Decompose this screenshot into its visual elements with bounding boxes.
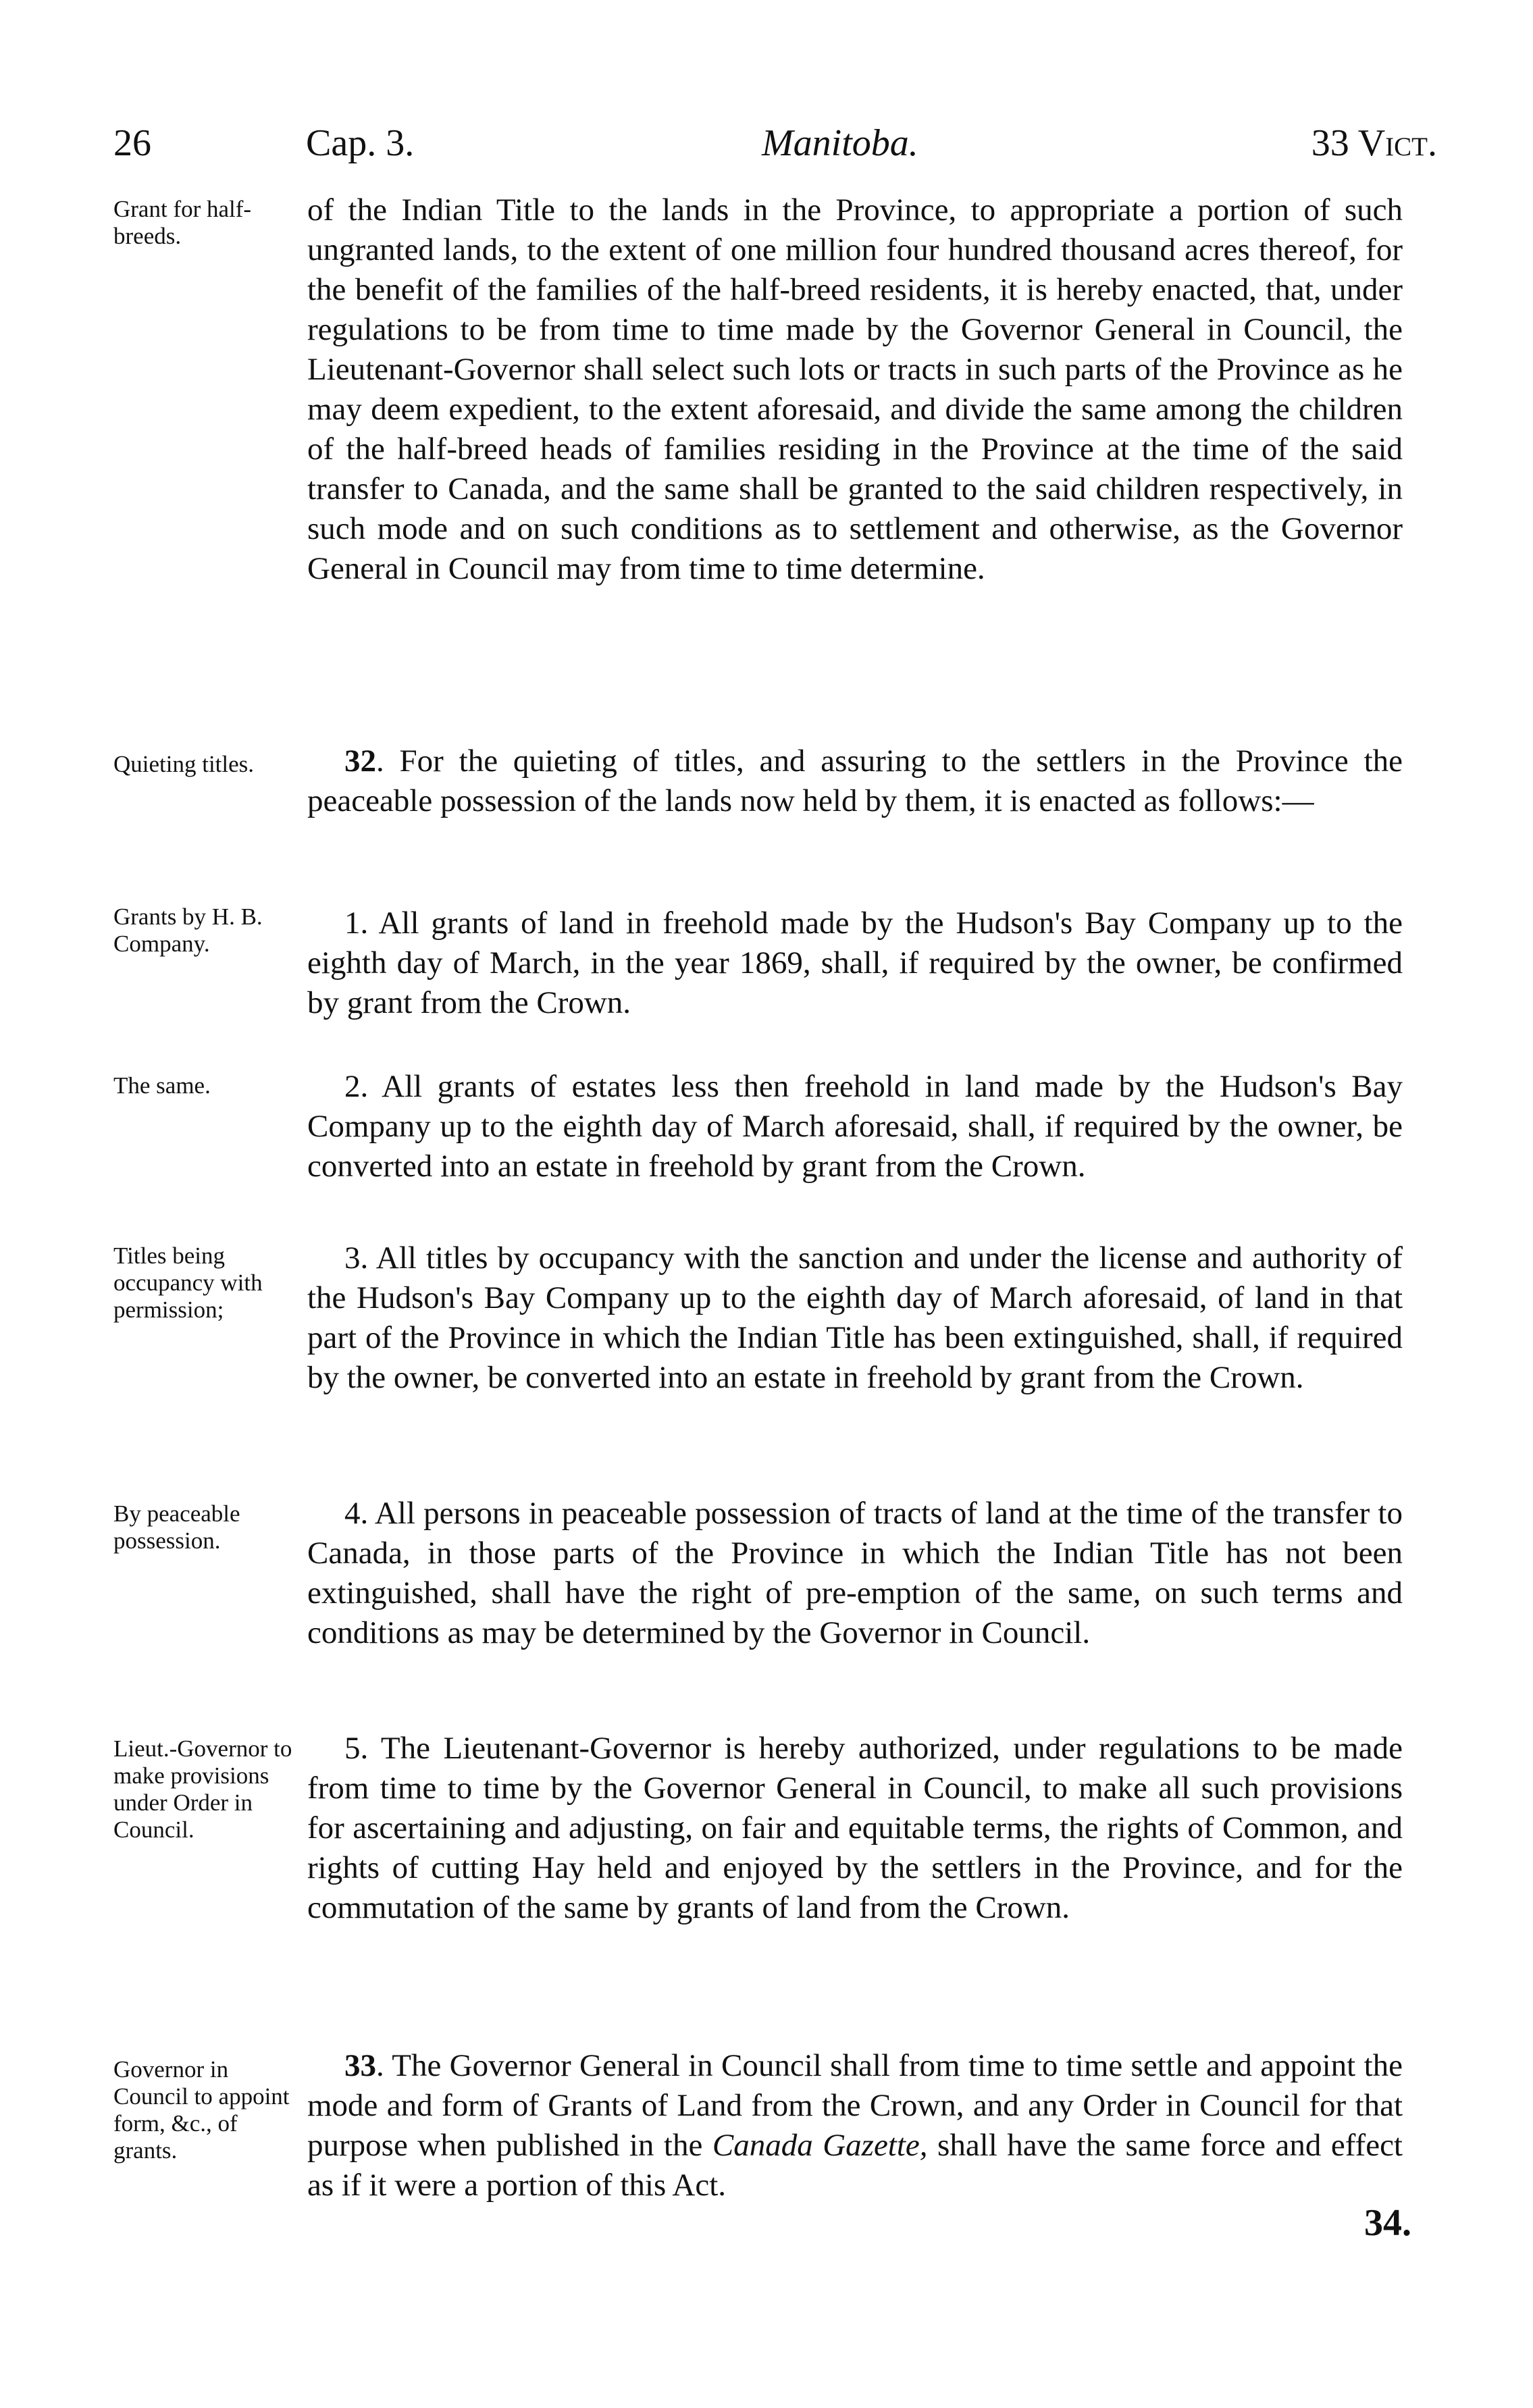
margin-note-grants-hb-company: Grants by H. B. Company.	[113, 904, 263, 957]
paragraph-subsection-5	[307, 1729, 1403, 1928]
paragraph-text: 5. The Lieutenant-Governor is hereby authorized, under regulations to be made from time to time by the Governor General in Council, to make all such provisions for ascertaining and adjusting, on fair and equitable terms, the rights of Common, and rights of cutting Hay held and enjoyed by the settlers in the Province, and for the commutation of the same by grants of land from the Crown.	[307, 1731, 1403, 1925]
margin-note-peaceable-possession: By peaceable possession.	[113, 1500, 240, 1554]
paragraph-subsection-4	[307, 1494, 1403, 1653]
paragraph-subsection-2	[307, 1067, 1403, 1186]
paragraph-text: . The Governor General in Council shall from time to time settle and appoint the mode and form of Grants of Land from the Crown, and any Order in Council for that purpose when published in the	[307, 2048, 1403, 2163]
page-number: 26	[113, 122, 151, 164]
regnal-year: 33 Vict.	[1311, 122, 1437, 164]
margin-note-governor-in-council: Governor in Council to appoint form, &c., of grants.	[113, 2056, 290, 2164]
paragraph-text: 1. All grants of land in freehold made by the Hudson's Bay Company up to the eighth day of March, in the year 1869, shall, if required by the owner, be confirmed by grant from the Crown.	[307, 906, 1403, 1020]
chapter-label: Cap. 3.	[306, 122, 415, 164]
paragraph-text: of the Indian Title to the lands in the Province, to appropriate a portion of such ungranted lands, to the extent of one million four hundred thousand acres thereof, for the benefit of the families of the half-breed residents, it is hereby enacted, that, under regulations to be from time to time made by the Governor General in Council, the Lieutenant-Governor shall select such lots or tracts in such parts of the Province as he may deem expedient, to the extent aforesaid, and divide the same among the children of the half-breed heads of families residing in the Province at the time of the said transfer to Canada, and the same shall be granted to the said children respectively, in such mode and on such conditions as to settlement and otherwise, as the Governor General in Council may from time to time determine.	[307, 192, 1403, 586]
paragraph-subsection-1	[307, 904, 1403, 1023]
margin-note-lieut-governor: Lieut.-Governor to make provisions under Order in Council.	[113, 1735, 292, 1843]
paragraph-section-33	[307, 2046, 1403, 2205]
gazette-title: Canada Gazette,	[712, 2128, 928, 2163]
margin-note-grant-half-breeds: Grant for half-breeds.	[113, 196, 252, 249]
paragraph-text: shall have the same force and effect as if it were a portion of this Act.	[307, 2128, 1403, 2203]
paragraph-text: . For the quieting of titles, and assuring to the settlers in the Province the peaceable possession of the lands now held by them, it is enacted as follows:—	[307, 743, 1403, 818]
paragraph-section-32	[307, 741, 1403, 821]
running-header	[113, 122, 1437, 182]
paragraph-text: 3. All titles by occupancy with the sanction and under the license and authority of the Hudson's Bay Company up to the eighth day of March aforesaid, of land in that part of the Province in which the Indian Title has been extinguished, shall, if required by the owner, be converted into an estate in freehold by grant from the Crown.	[307, 1240, 1403, 1395]
margin-note-titles-occupancy: Titles being occupancy with permission;	[113, 1242, 263, 1323]
paragraph-text: 4. All persons in peaceable possession of tracts of land at the time of the transfer to Canada, in those parts of the Province in which the Indian Title has not been extinguished, shall have the right of pre-emption of the same, on such terms and conditions as may be determined by the Governor in Council.	[307, 1496, 1403, 1650]
paragraph-grant-half-breeds	[307, 190, 1403, 589]
page-title: Manitoba.	[762, 122, 918, 164]
margin-note-quieting-titles: Quieting titles.	[113, 751, 255, 777]
paragraph-subsection-3	[307, 1238, 1403, 1398]
catchword: 34.	[1364, 2202, 1411, 2244]
section-number: 32	[344, 743, 376, 779]
section-number: 33	[344, 2048, 376, 2083]
margin-note-the-same: The same.	[113, 1072, 211, 1099]
paragraph-text: 2. All grants of estates less then freehold in land made by the Hudson's Bay Company up to the eighth day of March aforesaid, shall, if required by the owner, be converted into an estate in freehold by grant from the Crown.	[307, 1069, 1403, 1184]
